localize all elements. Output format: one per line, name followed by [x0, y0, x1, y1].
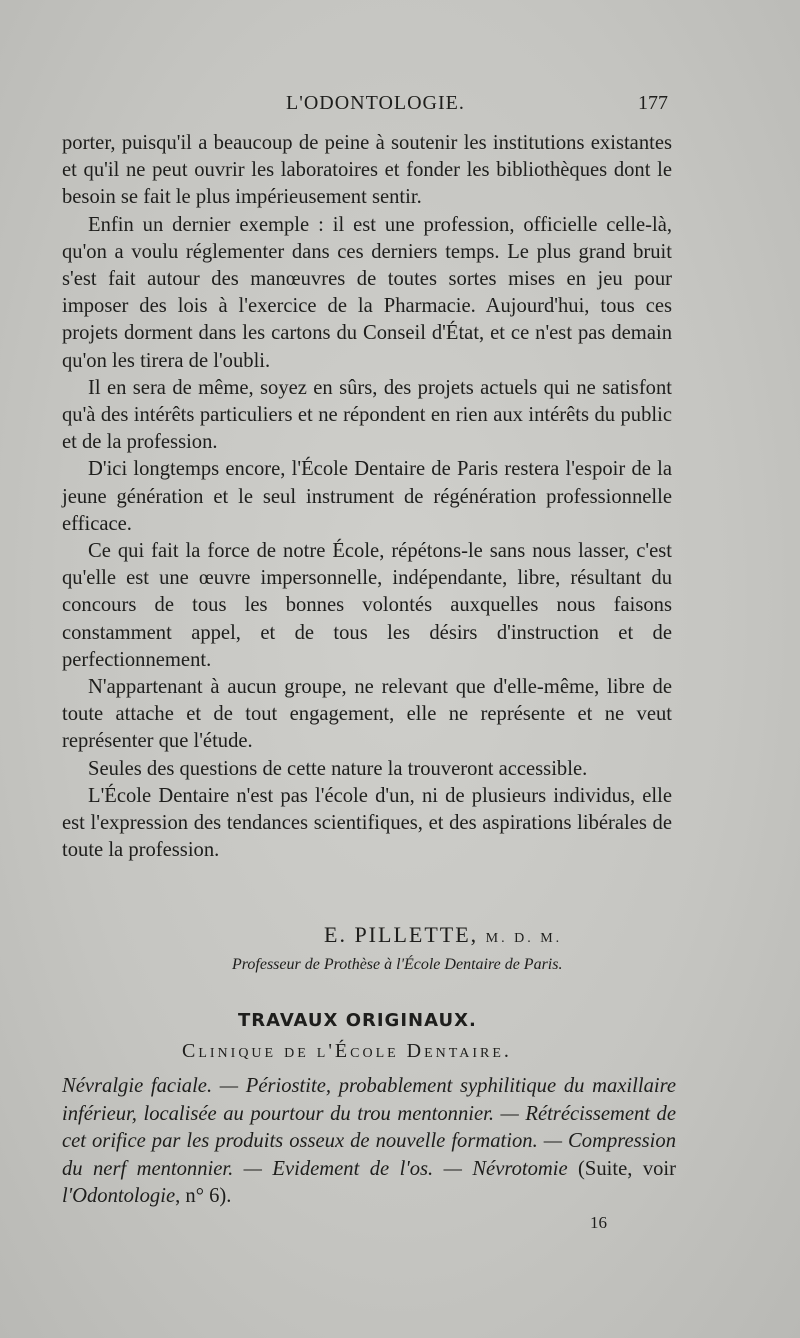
author-name: E. PILLETTE, [324, 922, 479, 947]
paragraph: Enfin un dernier exemple : il est une profession, officielle celle-là, qu'on a voulu réglementer dans ces derniers temps. Le plus grand bruit s'est fait autour des manœuvres de toutes sortes mises en jeu pour imposer des lois à l'exercice de la Pharmacie. Aujourd'hui, tous ces projets dorment dans les cartons du Conseil d'État, et ce n'est pas demain qu'on les tirera de l'oubli. [62, 213, 672, 372]
author-name-line [324, 922, 562, 948]
running-head [0, 92, 800, 122]
running-title: L'ODONTOLOGIE. [286, 92, 465, 114]
paragraph: Il en sera de même, soyez en sûrs, des projets actuels qui ne satisfont qu'à des intérêts particuliers et ne répondent en rien aux intérêts du public et de la profession. [62, 376, 672, 454]
paragraph: porter, puisqu'il a beaucoup de peine à soutenir les institutions existantes et qu'il ne peut ouvrir les laboratoires et fonder les bibliothèques dont le besoin se fait le plus impérieusement sentir. [62, 132, 672, 209]
paragraph: Seules des questions de cette nature la trouveront accessible. [88, 757, 588, 780]
paragraph: Ce qui fait la force de notre École, répétons-le sans nous lasser, c'est qu'elle est une œuvre impersonnelle, indépendante, libre, résultant du concours de tous les bonnes volontés auxquelles nous faisons constamment appel, et de tous les désirs d'instruction et de perfectionnement. [62, 540, 672, 671]
author-degree: M. D. M. [485, 931, 563, 946]
case-title-tail: (Suite, voir [567, 1157, 676, 1180]
case-title-italic: Névralgie faciale. — Périostite, probablement syphilitique du maxillaire inférieur, localisée au pourtour du trou mentonnier. — Rétrécissement de cet orifice par les produits osseux de nouvelle formation. — Compression du nerf mentonnier. — Evidement de l'os. — Névrotomie [62, 1075, 676, 1180]
paragraph: D'ici longtemps encore, l'École Dentaire de Paris restera l'espoir de la jeune génération et le seul instrument de régénération professionnelle efficace. [62, 458, 672, 535]
case-title-end: , n° 6). [175, 1185, 232, 1208]
case-title [62, 1073, 676, 1211]
page-number: 177 [638, 92, 668, 114]
signature-mark: 16 [590, 1213, 607, 1232]
section-title: TRAVAUX ORIGINAUX. [238, 1010, 477, 1031]
author-affiliation: Professeur de Prothèse à l'École Dentaire de Paris. [232, 956, 563, 973]
journal-name: l'Odontologie [62, 1185, 176, 1208]
paragraph: N'appartenant à aucun groupe, ne relevant que d'elle-même, libre de toute attache et de tout engagement, elle ne représente et ne veut représenter que l'étude. [62, 676, 672, 753]
section-subtitle: Clinique de l'École Dentaire. [182, 1040, 512, 1062]
paragraph: L'École Dentaire n'est pas l'école d'un, ni de plusieurs individus, elle est l'expression des tendances scientifiques, et des aspirations libérales de toute la profession. [62, 784, 672, 862]
article-body [62, 130, 672, 864]
